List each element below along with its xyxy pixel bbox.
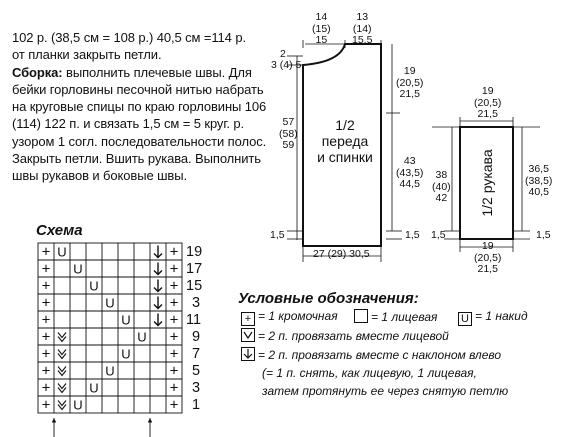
edge-stitch-icon: + [41,277,51,295]
edge-stitch-icon: + [41,328,51,346]
edge-stitch-icon: + [41,260,51,278]
row-number: 17 [186,261,203,277]
edge-stitch-icon: + [41,243,51,261]
edge-stitch-icon: + [41,396,51,414]
edge-stitch-icon: + [41,379,51,397]
edge-stitch-icon: + [41,345,51,363]
ssk-icon [241,347,255,361]
assembly-text: выполнить плечевые швы. Для бейки горловины песочной нитью набрать на круговые спицы по краю горловины 106 (114) 122 п. и связать 1,5 см = 5 круг. р. узором 1 согл. последовательности полос. Закрыть петли. Вшить рукава. Выполнить швы рукавов и боковые швы. [12,64,267,184]
sleeve-dim-right: 36,5 (38,5) 40,5 [525,163,553,198]
front-dim-right-lower: 43 (43,5) 44,5 [396,155,424,190]
yarn-over-icon: U [121,312,131,328]
legend-edge: + = 1 кромочная [241,309,338,326]
front-dim-top-right: 13 (14) 15,5 [352,11,373,46]
front-dim-neck-top: 2 [280,48,286,60]
k2tog-icon [58,350,66,359]
edge-stitch-icon: + [169,396,179,414]
yarn-over-icon: U [105,363,115,379]
edge-stitch-icon: + [169,243,179,261]
legend-title: Условные обозначения: [238,290,419,307]
row-number: 19 [186,244,203,260]
row-number: 11 [186,312,202,328]
row-number: 3 [192,380,201,396]
edge-stitch-icon: + [41,362,51,380]
legend-ssk-note-2: затем протянуть ее через снятую петлю [262,384,509,398]
knit-stitch-icon [354,309,368,323]
edge-stitch-icon: + [241,312,255,326]
row-number: 3 [192,295,201,311]
instruction-line-1: 102 р. (38,5 см = 108 р.) 40,5 см =114 р. [12,30,246,45]
assembly-heading: Сборка: [12,64,63,80]
yarn-over-icon: U [89,278,99,294]
k2tog-icon [58,401,66,410]
ssk-icon [154,263,162,275]
k2tog-icon [58,333,66,342]
yarn-over-icon: U [121,346,131,362]
yarn-over-icon: U [137,329,147,345]
row-number: 7 [192,346,201,362]
yarn-over-icon: U [57,244,67,260]
edge-stitch-icon: + [41,294,51,312]
sleeve-dim-left: 38 (40) 42 [432,169,451,204]
ssk-icon [154,246,162,258]
row-number: 15 [186,278,203,294]
yarn-over-icon: U [73,397,83,413]
front-dim-bottom: 27 (29) 30,5 [313,248,370,260]
legend-ssk: = 2 п. провязать вместе с наклоном влево [241,347,501,362]
edge-stitch-icon: + [169,345,179,363]
sleeve-dim-band-right: 1,5 [536,229,551,241]
k2tog-icon [58,384,66,393]
ssk-icon [154,297,162,309]
k2tog-icon [241,328,255,342]
legend-k2tog: = 2 п. провязать вместе лицевой [241,328,449,343]
edge-stitch-icon: + [169,311,179,329]
yarn-over-icon: U [458,312,472,326]
front-back-label: 1/2 переда и спинки [317,117,373,165]
front-dim-band-left: 1,5 [270,229,285,241]
front-dim-right-upper: 19 (20,5) 21,5 [396,65,424,100]
legend-yo: U = 1 накид [458,309,528,326]
edge-stitch-icon: + [169,362,179,380]
yarn-over-icon: U [89,380,99,396]
front-dim-neck: 3 (4) 5 [271,59,302,71]
front-dim-left-height: 57 (58) 59 [279,116,298,151]
ssk-icon [154,280,162,292]
front-dim-top-left: 14 (15) 15 [312,11,331,46]
yarn-over-icon: U [105,295,115,311]
chart-title: Схема [36,222,83,239]
legend-knit: = 1 лицевая [354,309,437,324]
legend-ssk-note-1: (= 1 п. снять, как лицевую, 1 лицевая, [262,366,477,380]
ssk-icon [154,314,162,326]
edge-stitch-icon: + [169,260,179,278]
instruction-line-2: от планки закрыть петли. [12,47,162,63]
row-number: 5 [192,363,201,379]
row-number: 9 [192,329,201,345]
edge-stitch-icon: + [169,328,179,346]
row-number: 1 [192,397,201,413]
edge-stitch-icon: + [169,294,179,312]
sleeve-dim-band-left: 1,5 [431,229,446,241]
front-dim-band-right: 1,5 [405,229,420,241]
yarn-over-icon: U [73,261,83,277]
edge-stitch-icon: + [41,311,51,329]
edge-stitch-icon: + [169,379,179,397]
sleeve-dim-bottom: 19 (20,5) 21,5 [474,240,502,275]
sleeve-dim-top: 19 (20,5) 21,5 [474,85,502,120]
edge-stitch-icon: + [169,277,179,295]
sleeve-label: 1/2 рукава [479,149,495,217]
k2tog-icon [58,367,66,376]
